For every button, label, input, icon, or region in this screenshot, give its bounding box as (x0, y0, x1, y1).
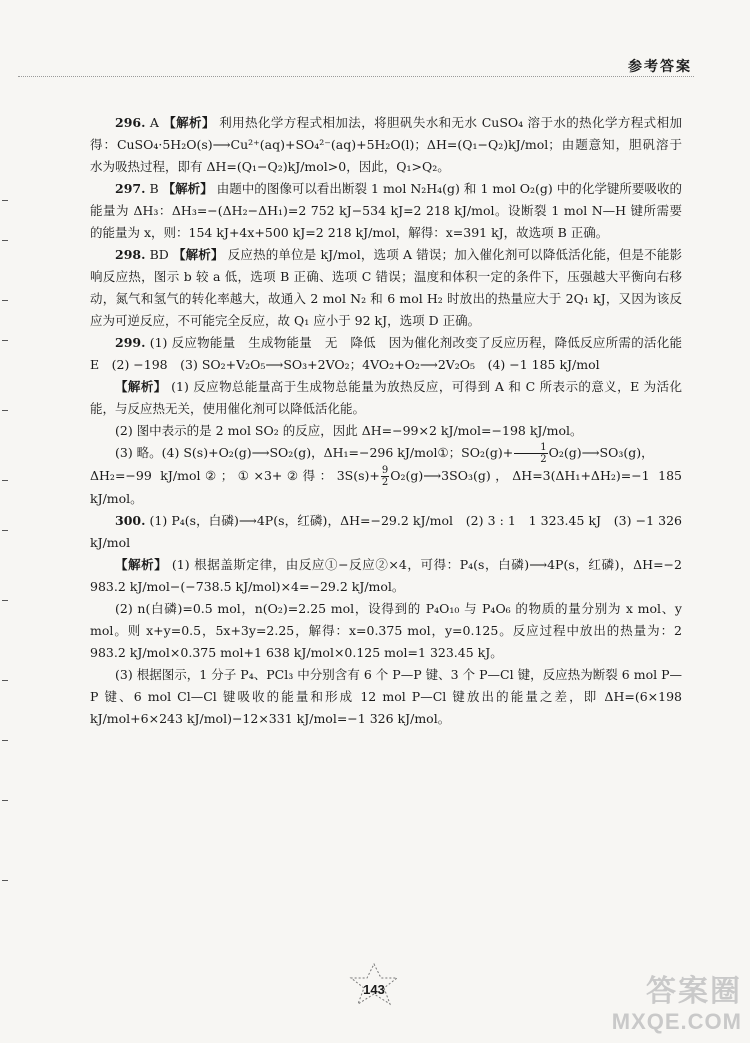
header-divider (18, 76, 694, 77)
text-run: (2) n(白磷)=0.5 mol，n(O₂)=2.25 mol，设得到的 P₄O₁₀ 与 P₄O₆ 的物质的量分别为 x mol、y mol。则 x+y=0.5，5x+3y=2.25，解得：x=0.375 mol，y=0.125。反应过程中放出的热量为：2 983.2 kJ/mol×0.375 mol+1 638 kJ/mol×0.125 mol=1 323.45 kJ。 (90, 601, 682, 660)
watermark-top-text: 答案圈 (646, 975, 742, 1008)
watermark-url-text: MXQE.COM (611, 1009, 742, 1034)
text-run: A (145, 115, 164, 130)
fraction (514, 442, 547, 465)
bold-label: 【解析】 (115, 557, 168, 572)
answer-paragraph (90, 465, 682, 510)
answer-paragraph (90, 554, 682, 598)
text-run: (3) 根据图示，1 分子 P₄、PCl₃ 中分别含有 6 个 P—P 键、3 个 P—Cl 键，反应热为断裂 6 mol P—P 键、6 mol Cl—Cl 键吸收的能量和形成 12 mol P—Cl 键放出的能量之差，即 ΔH=(6×198 kJ/mol+6×243 kJ/mol)−12×331 kJ/mol=−1 326 kJ/mol。 (90, 667, 682, 726)
text-run: ΔH₂=−99 kJ/mol②；①×3+②得：3S(s)+ (90, 468, 380, 483)
text-run: O₂(g)⟶3SO₃(g)，ΔH=3(ΔH₁+ΔH₂)=−1 185 kJ/mol。 (90, 468, 682, 506)
bold-label: 300. (115, 513, 146, 528)
text-run: 利用热化学方程式相加法，将胆矾失水和无水 CuSO₄ 溶于水的热化学方程式相加得：CuSO₄·5H₂O(s)⟶Cu²⁺(aq)+SO₄²⁻(aq)+5H₂O(l)；ΔH=(Q₁−Q₂)kJ/mol；由题意知，胆矾溶于水为吸热过程，即有 ΔH=(Q₁−Q₂)kJ/mol>0，因此，Q₁>Q₂。 (90, 115, 682, 174)
text-run: (3) 略。(4) S(s)+O₂(g)⟶SO₂(g)，ΔH₁=−296 kJ/mol①；SO₂(g)+ (115, 445, 514, 460)
text-run: BD (145, 247, 173, 262)
fraction-numerator: 1 (514, 442, 547, 454)
answer-content (90, 112, 682, 730)
answer-paragraph (90, 112, 682, 178)
fraction-numerator: 9 (381, 465, 389, 476)
bold-label: 296. (115, 115, 146, 130)
fraction (381, 465, 389, 488)
answer-paragraph (90, 442, 682, 465)
text-run: (1) 根据盖斯定律，由反应①−反应②×4，可得：P₄(s，白磷)⟶4P(s，红磷)，ΔH=−2 983.2 kJ/mol−(−738.5 kJ/mol)×4=−29.2 kJ/mol。 (90, 557, 682, 594)
answer-paragraph (90, 664, 682, 730)
text-run: (1) 反应物能量 生成物能量 无 降低 因为催化剂改变了反应历程，降低反应所需的活化能 E (2) −198 (3) SO₂+V₂O₅⟶SO₃+2VO₂；4VO₂+O₂⟶2V₂O₅ (4) −1 185 kJ/mol (90, 335, 682, 372)
bold-label: 【解析】 (162, 181, 213, 196)
text-run: 反应热的单位是 kJ/mol，选项 A 错误；加入催化剂可以降低活化能，但是不能影响反应热，图示 b 较 a 低，选项 B 正确、选项 C 错误；温度和体积一定的条件下，压强越大平衡向右移动，氮气和氢气的转化率越大，故通入 2 mol N₂ 和 6 mol H₂ 时放出的热量应大于 2Q₁ kJ，又因为该反应为可逆反应，不可能完全反应，故 Q₁ 应小于 92 kJ，选项 D 正确。 (90, 247, 682, 328)
answer-paragraph (90, 376, 682, 420)
answer-paragraph (90, 420, 682, 442)
bold-label: 【解析】 (163, 115, 215, 130)
text-run: (2) 图中表示的是 2 mol SO₂ 的反应，因此 ΔH=−99×2 kJ/mol=−198 kJ/mol。 (115, 423, 583, 438)
fraction-denominator: 2 (381, 477, 389, 488)
bold-label: 298. (115, 247, 146, 262)
text-run: (1) 反应物总能量高于生成物总能量为放热反应，可得到 A 和 C 所表示的意义，E 为活化能，与反应热无关，使用催化剂可以降低活化能。 (90, 379, 682, 416)
answer-paragraph (90, 598, 682, 664)
answer-paragraph (90, 178, 682, 244)
bold-label: 299. (115, 335, 146, 350)
page-header-title: 参考答案 (628, 59, 692, 75)
text-run: 由题中的图像可以看出断裂 1 mol N₂H₄(g) 和 1 mol O₂(g) 中的化学键所要吸收的能量为 ΔH₃：ΔH₃=−(ΔH₂−ΔH₁)=2 752 kJ−534 kJ=2 218 kJ/mol。设断裂 1 mol N—H 键所需要的能量为 x，则：154 kJ+4x+500 kJ=2 218 kJ/mol，解得：x=391 kJ，故选项 B 正确。 (90, 181, 682, 240)
fraction-denominator: 2 (540, 454, 547, 465)
bold-label: 【解析】 (115, 379, 167, 394)
text-run: (1) P₄(s，白磷)⟶4P(s，红磷)，ΔH=−29.2 kJ/mol (2) 3 : 1 1 323.45 kJ (3) −1 326 kJ/mol (90, 513, 682, 550)
answer-paragraph (90, 332, 682, 376)
text-run: B (145, 181, 163, 196)
page-number: 143 (363, 982, 385, 997)
answer-paragraph (90, 244, 682, 332)
binding-margin-marks (0, 180, 14, 960)
bold-label: 【解析】 (172, 247, 224, 262)
site-watermark (592, 975, 742, 1037)
answer-paragraph (90, 510, 682, 554)
text-run: O₂(g)⟶SO₃(g)， (548, 445, 654, 460)
bold-label: 297. (115, 181, 146, 196)
